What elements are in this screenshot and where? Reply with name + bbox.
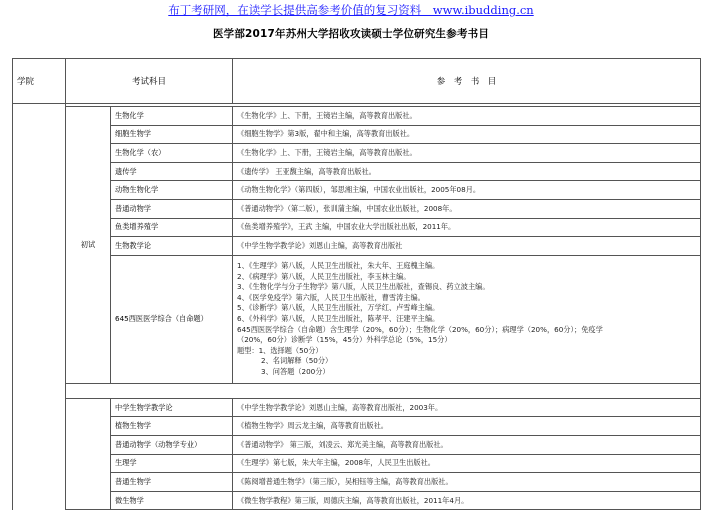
reference-cell: 《动物生物化学》（第四版），邹思湘主编，中国农业出版社，2005年08月。 — [233, 181, 701, 200]
header-row — [13, 59, 701, 104]
table-row — [13, 454, 701, 473]
subject-cell: 细胞生物学 — [111, 125, 233, 144]
reference-line: 3、《生物化学与分子生物学》第八版，人民卫生出版社，查锡良、药立波主编。 — [237, 282, 490, 292]
site-banner-link[interactable]: 布丁考研网，在读学长提供高参考价值的复习资料 www.ibudding.cn — [168, 3, 534, 17]
header-college: 学院 — [13, 59, 66, 104]
subject-cell: 645西医医学综合（自命题） — [111, 255, 233, 383]
subject-cell: 动物生物化学 — [111, 181, 233, 200]
table-row — [13, 162, 701, 181]
subject-cell: 普通动物学 — [111, 199, 233, 218]
reference-cell — [233, 255, 701, 383]
table-row — [13, 398, 701, 417]
subject-cell: 生物化学（农） — [111, 144, 233, 163]
table-row — [13, 218, 701, 237]
reference-line: 1、《生理学》第八版，人民卫生出版社，朱大年、王庭槐主编。 — [237, 260, 440, 270]
reference-line: 4、《医学免疫学》第六版，人民卫生出版社，曹雪涛主编。 — [237, 292, 425, 302]
subject-cell: 生物教学论 — [111, 237, 233, 256]
subject-cell: 生物化学 — [111, 107, 233, 126]
reference-cell: 《生理学》第七版，朱大年主编，2008年，人民卫生出版社。 — [233, 454, 701, 473]
reference-line: 题型：1、选择题（50分） — [237, 345, 323, 355]
reference-table — [12, 58, 701, 510]
reference-cell: 《植物生物学》周云龙主编，高等教育出版社。 — [233, 417, 701, 436]
reference-cell: 《中学生物学教学论》刘恩山主编，高等教育出版社，2003年。 — [233, 398, 701, 417]
reference-cell: 《普通动物学》（第二版），张训蒲主编，中国农业出版社，2008年。 — [233, 199, 701, 218]
reference-cell: 《细胞生物学》第3版，翟中和主编，高等教育出版社。 — [233, 125, 701, 144]
reference-line: 2、《病理学》第八版，人民卫生出版社，李玉林主编。 — [237, 271, 411, 281]
reference-line: （20%，60分）诊断学（15%，45分）外科学总论（5%，15分） — [237, 335, 452, 345]
subject-cell: 普通生物学 — [111, 473, 233, 492]
subject-cell: 微生物学 — [111, 491, 233, 510]
subject-cell: 普通动物学（动物学专业） — [111, 435, 233, 454]
reference-cell: 《生物化学》上、下册，王镜岩主编，高等教育出版社。 — [233, 144, 701, 163]
spacer-cell — [66, 383, 701, 398]
table-row — [13, 125, 701, 144]
table-row-medical — [13, 255, 701, 383]
header-subject: 考试科目 — [66, 59, 233, 104]
table-row — [13, 199, 701, 218]
subject-cell: 鱼类增养殖学 — [111, 218, 233, 237]
reference-line: 3、问答题（200分） — [261, 366, 330, 376]
reference-cell: 《中学生物学教学论》刘恩山主编，高等教育出版社 — [233, 237, 701, 256]
exam-stage-cell — [66, 398, 111, 510]
reference-cell: 《陈阅增普通生物学》（第三版），吴相钰等主编，高等教育出版社。 — [233, 473, 701, 492]
exam-stage-cell: 初试 — [66, 107, 111, 384]
reference-line: 5、《诊断学》第八版，人民卫生出版社，万学红、卢雪峰主编。 — [237, 303, 440, 313]
spacer-row — [13, 383, 701, 398]
table-row — [13, 144, 701, 163]
reference-cell: 《鱼类增养殖学》，王武 主编，中国农业大学出版社出版，2011年。 — [233, 218, 701, 237]
reference-cell: 《微生物学教程》第三版，周德庆主编，高等教育出版社，2011年4月。 — [233, 491, 701, 510]
table-row — [13, 491, 701, 510]
table-row — [13, 473, 701, 492]
reference-cell: 《生物化学》上、下册，王镜岩主编，高等教育出版社。 — [233, 107, 701, 126]
reference-line: 6、《外科学》第八版，人民卫生出版社，陈孝平、汪建平主编。 — [237, 313, 440, 323]
college-cell — [13, 104, 66, 510]
subject-cell: 中学生物学教学论 — [111, 398, 233, 417]
subject-cell: 植物生物学 — [111, 417, 233, 436]
reference-line: 645西医医学综合（自命题）含生理学（20%，60分）；生物化学（20%，60分）；病理学（20%，60分）；免疫学 — [237, 324, 603, 334]
header-reference: 参 考 书 目 — [233, 59, 701, 104]
table-row — [13, 107, 701, 126]
reference-line: 2、名词解释（50分） — [261, 356, 333, 366]
page-title: 医学部2017年苏州大学招收攻读硕士学位研究生参考书目 — [212, 28, 490, 40]
table-row — [13, 417, 701, 436]
table-row — [13, 435, 701, 454]
subject-cell: 生理学 — [111, 454, 233, 473]
table-row — [13, 181, 701, 200]
subject-cell: 遗传学 — [111, 162, 233, 181]
reference-cell: 《普通动物学》 第三版，刘凌云、郑光美主编，高等教育出版社。 — [233, 435, 701, 454]
reference-cell: 《遗传学》 王亚馥主编，高等教育出版社。 — [233, 162, 701, 181]
table-row — [13, 237, 701, 256]
